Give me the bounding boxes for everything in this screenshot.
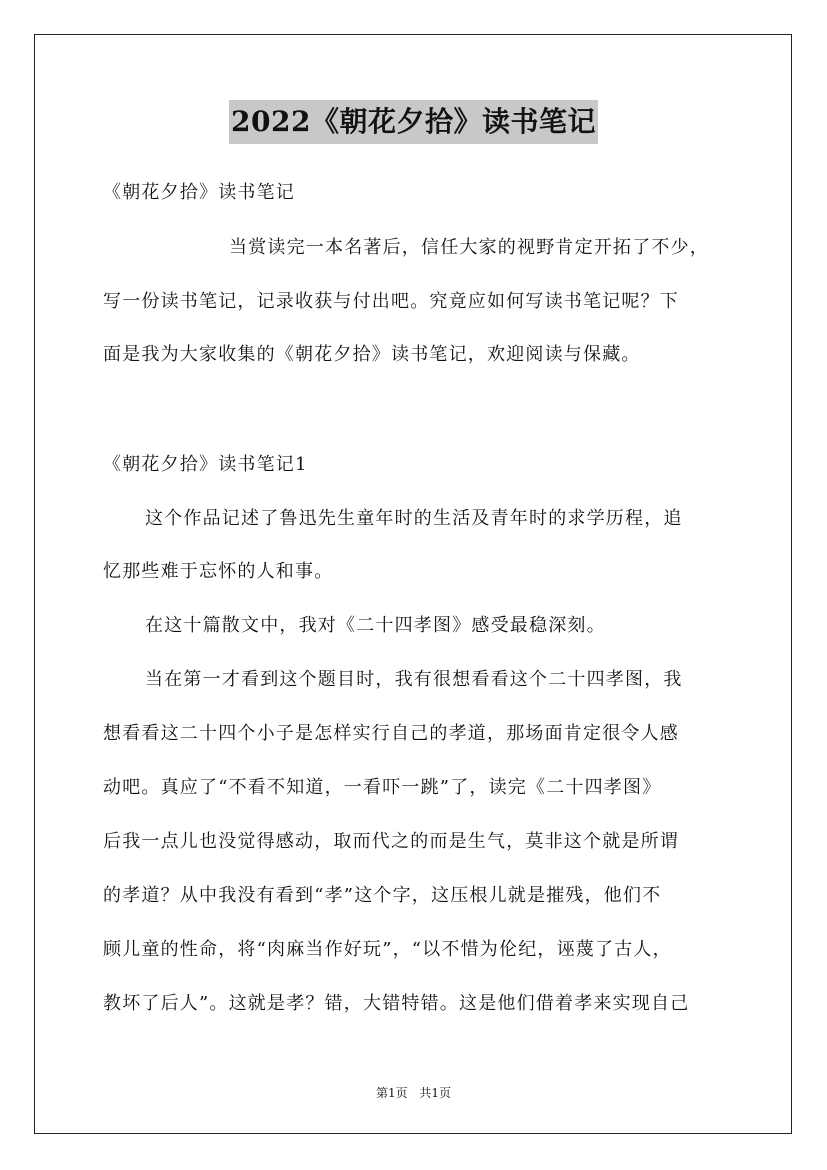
document-title: 2022《朝花夕拾》读书笔记 [229,100,598,144]
page-total: 共1页 [419,1086,452,1100]
document-subtitle: 《朝花夕拾》读书笔记 [103,182,295,203]
paragraph-line: 的孝道？从中我没有看到“孝”这个字，这压根儿就是摧残，他们不 [103,885,662,906]
paragraph-line: 顾儿童的性命，将“肉麻当作好玩”，“以不惜为伦纪，诬蔑了古人， [103,939,672,960]
paragraph-line: 动吧。真应了“不看不知道，一看吓一跳”了，读完《二十四孝图》 [103,777,662,798]
page-number: 第1页 [375,1086,408,1100]
page-footer [0,1084,827,1101]
paragraph-line: 这个作品记述了鲁迅先生童年时的生活及青年时的求学历程，追 [145,508,683,529]
title-wrapper [0,100,827,144]
paragraph-line: 教坏了后人”。这就是孝？错，大错特错。这是他们借着孝来实现自己 [103,993,690,1014]
intro-line: 面是我为大家收集的《朝花夕拾》读书笔记，欢迎阅读与保藏。 [103,344,641,365]
paragraph-line: 想看看这二十四个小子是怎样实行自己的孝道，那场面肯定很令人感 [103,723,679,744]
intro-line: 当赏读完一本名著后，信任大家的视野肯定开拓了不少， [229,237,709,258]
intro-line: 写一份读书笔记，记录收获与付出吧。究竟应如何写读书笔记呢？下 [103,291,679,312]
paragraph-line: 忆那些难于忘怀的人和事。 [103,561,334,582]
paragraph-line: 后我一点儿也没觉得感动，取而代之的而是生气，莫非这个就是所谓 [103,831,679,852]
section-heading: 《朝花夕拾》读书笔记1 [103,454,308,475]
paragraph-line: 当在第一才看到这个题目时，我有很想看看这个二十四孝图，我 [145,669,683,690]
paragraph-line: 在这十篇散文中，我对《二十四孝图》感受最稳深刻。 [145,615,606,636]
